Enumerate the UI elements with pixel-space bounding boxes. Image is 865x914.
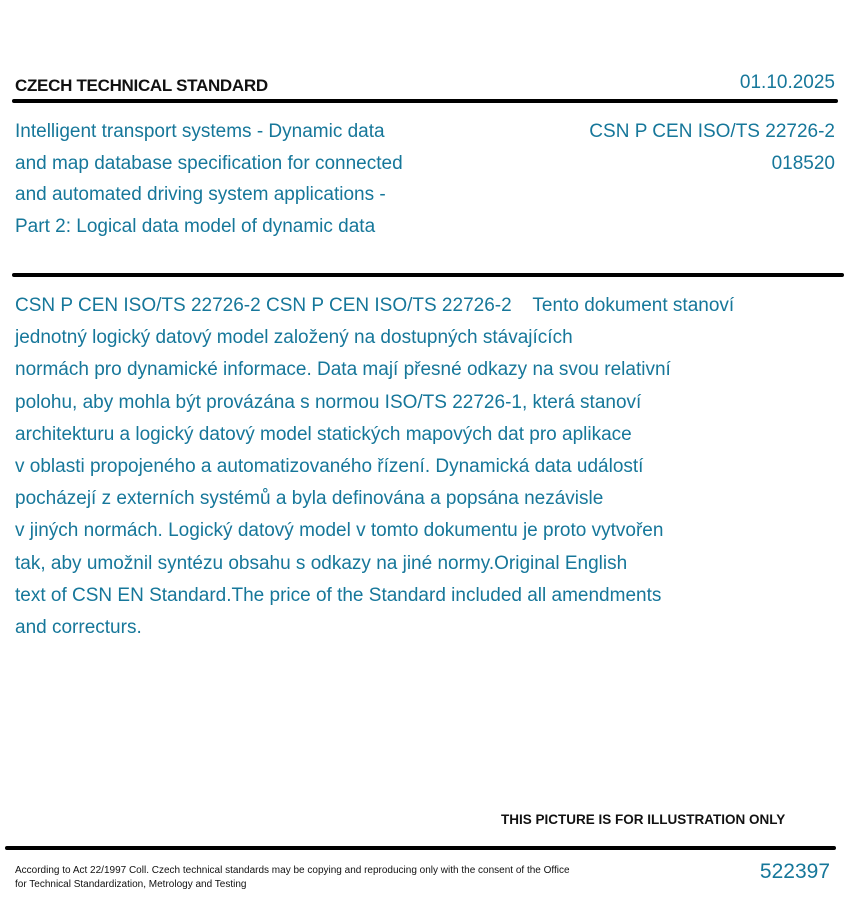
abstract-text <box>15 290 734 644</box>
abstract-line: and correcturs. <box>15 617 142 639</box>
title-line: Intelligent transport systems - Dynamic data <box>15 121 385 142</box>
standard-code-block <box>589 116 835 179</box>
standard-designation: CSN P CEN ISO/TS 22726-2 <box>589 121 835 142</box>
abstract-line: v oblasti propojeného a automatizovaného řízení. Dynamická data událostí <box>15 456 644 478</box>
abstract-line: pocházejí z externích systémů a byla definována a popsána nezávisle <box>15 488 604 510</box>
abstract-line: CSN P CEN ISO/TS 22726-2 CSN P CEN ISO/TS 22726-2 Tento dokument stanoví <box>15 295 735 316</box>
illustration-note: THIS PICTURE IS FOR ILLUSTRATION ONLY <box>501 812 786 827</box>
abstract-line: polohu, aby mohla být provázána s normou ISO/TS 22726-1, která stanoví <box>15 391 642 413</box>
standard-title <box>15 116 403 242</box>
abstract-line: architekturu a logický datový model statických mapových dat pro aplikace <box>15 423 632 445</box>
publication-date: 01.10.2025 <box>739 72 835 93</box>
document-type-label: CZECH TECHNICAL STANDARD <box>15 76 268 95</box>
catalog-number: 522397 <box>759 860 830 883</box>
copyright-line: for Technical Standardization, Metrology and Testing <box>15 878 247 890</box>
copyright-notice <box>15 864 570 891</box>
footer-divider <box>5 846 836 850</box>
abstract-line: jednotný logický datový model založený na dostupných stávajících <box>15 327 573 349</box>
title-line: and map database specification for connected <box>15 152 403 174</box>
title-line: Part 2: Logical data model of dynamic data <box>15 215 376 237</box>
class-number: 018520 <box>771 152 835 174</box>
title-line: and automated driving system applications - <box>15 184 386 205</box>
abstract-line: v jiných normách. Logický datový model v tomto dokumentu je proto vytvořen <box>15 520 664 542</box>
abstract-line: normách pro dynamické informace. Data mají přesné odkazy na svou relativní <box>15 359 671 381</box>
abstract-line: text of CSN EN Standard.The price of the Standard included all amendments <box>15 584 662 606</box>
title-divider <box>12 273 844 277</box>
abstract-line: tak, aby umožnil syntézu obsahu s odkazy na jiné normy.Original English <box>15 552 628 574</box>
copyright-line: According to Act 22/1997 Coll. Czech technical standards may be copying and reproducing only with the consent of the Office <box>15 865 570 876</box>
header-divider <box>12 99 838 103</box>
